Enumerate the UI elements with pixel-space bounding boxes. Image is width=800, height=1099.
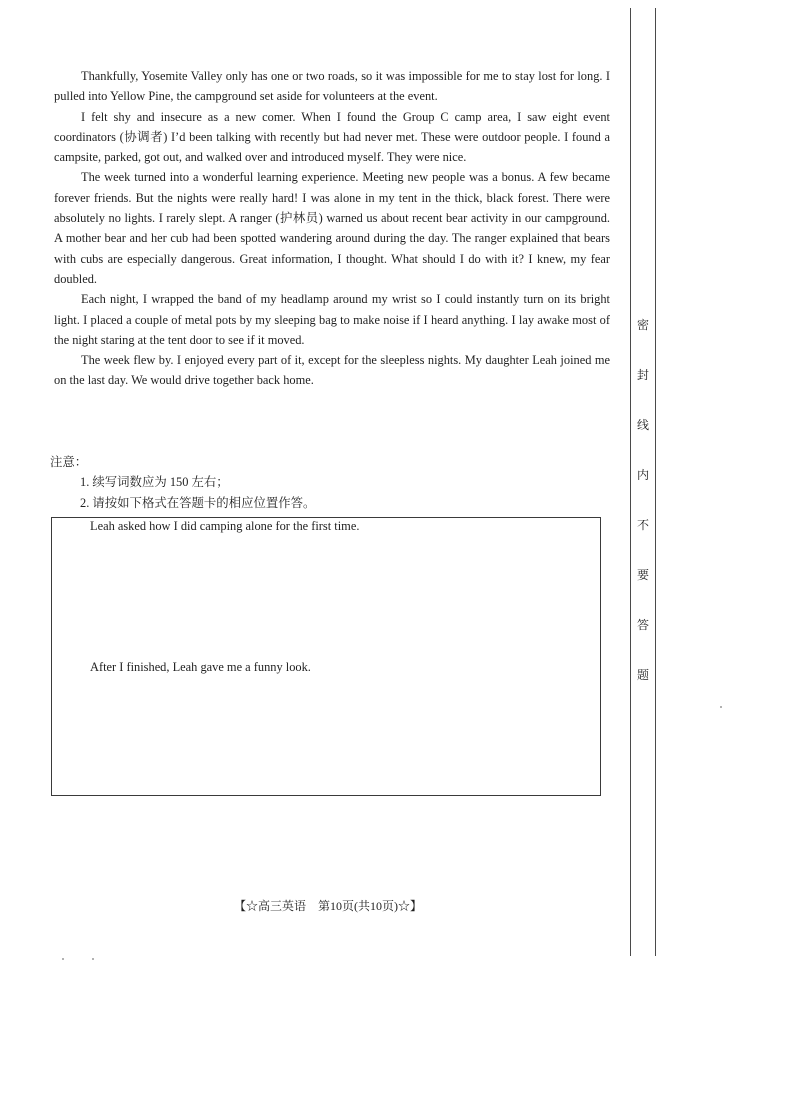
continuation-prompt-1: Leah asked how I did camping alone for the first time. [90,519,360,533]
passage-paragraph-5: The week flew by. I enjoyed every part of it, except for the sleepless nights. My daughter Leah joined me on the last day. We would drive together back home. [54,353,610,388]
seal-line-notice [633,318,653,718]
page-footer: 【☆高三英语 第10页(共10页)☆】 [234,899,422,913]
passage-paragraph-3: The week turned into a wonderful learning experience. Meeting new people was a bonus. A few became forever friends. But the nights were really hard! I was alone in my tent in the thick, black forest. There were absolutely no lights. I rarely slept. A ranger (护林员) warned us about recent bear activity in our campground. A mother bear and her cub had been spotted wandering around during the day. The ranger explained that bears with cubs are especially dangerous. Great information, I thought. What should I do with it? I knew, my fear doubled. [54,170,610,286]
scan-speck [92,958,94,960]
seal-char-4: 内 [636,468,649,482]
seal-char-1: 密 [636,318,649,332]
reading-passage [54,66,610,391]
binding-line-left [630,8,631,956]
seal-char-7: 答 [636,618,649,632]
scan-speck [720,706,722,708]
answer-box [51,517,601,796]
seal-char-6: 要 [636,568,649,582]
scan-speck [62,958,64,960]
binding-line-right [655,8,656,956]
seal-char-8: 题 [636,668,649,682]
passage-paragraph-1: Thankfully, Yosemite Valley only has one or two roads, so it was impossible for me to stay lost for long. I pulled into Yellow Pine, the campground set aside for volunteers at the event. [54,69,610,104]
passage-paragraph-4: Each night, I wrapped the band of my headlamp around my wrist so I could instantly turn on its bright light. I placed a couple of metal pots by my sleeping bag to make noise if I heard anything. I lay awake most of the night staring at the tent door to see if it moved. [54,292,610,347]
instruction-item-1: 1. 续写词数应为 150 左右； [80,475,229,490]
instruction-item-2: 2. 请按如下格式在答题卡的相应位置作答。 [80,495,316,510]
seal-char-2: 封 [636,368,649,382]
seal-char-5: 不 [636,518,649,532]
passage-paragraph-2: I felt shy and insecure as a new comer. When I found the Group C camp area, I saw eight event coordinators (协调者) I’d been talking with recently but had never met. These were outdoor people. I found a campsite, parked, got out, and walked over and introduced myself. They were nice. [54,109,610,165]
instructions-title: 注意： [50,455,88,469]
instructions [50,452,610,513]
seal-char-3: 线 [636,418,649,432]
continuation-prompt-2: After I finished, Leah gave me a funny look. [90,660,311,674]
